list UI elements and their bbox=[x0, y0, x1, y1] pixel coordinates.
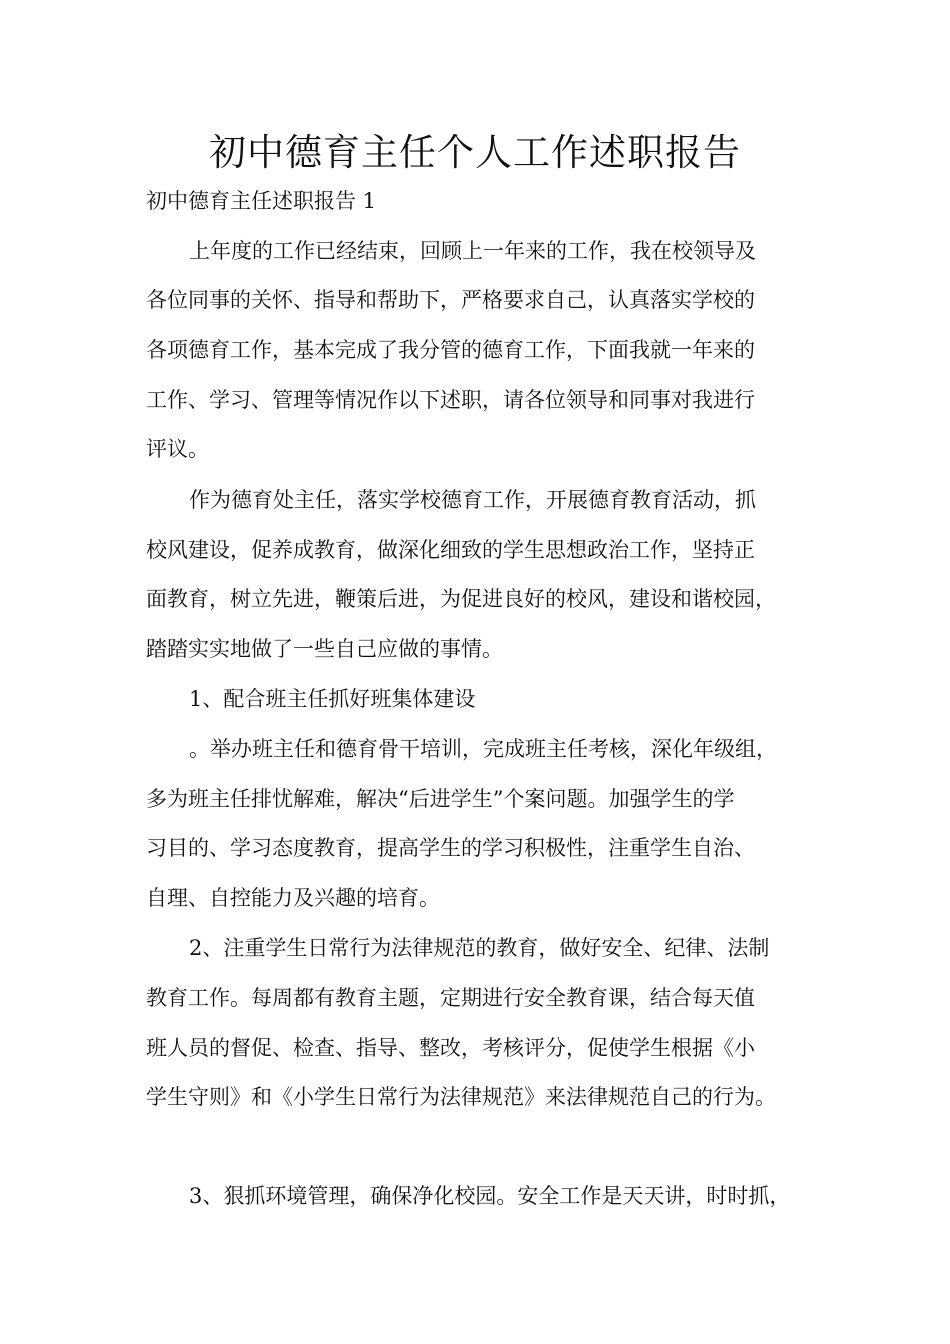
paragraph-line: 踏踏实实地做了一些自己应做的事情。 bbox=[146, 637, 503, 661]
paragraph-line: 2、注重学生日常行为法律规范的教育，做好安全、纪律、法制 bbox=[189, 936, 770, 960]
document-subtitle: 初中德育主任述职报告 1 bbox=[146, 189, 377, 213]
paragraph-line: 各位同事的关怀、指导和帮助下，严格要求自己，认真落实学校的 bbox=[146, 288, 755, 312]
paragraph-line: 评议。 bbox=[146, 437, 209, 461]
paragraph-line: 3、狠抓环境管理，确保净化校园。安全工作是天天讲，时时抓， bbox=[189, 1184, 791, 1208]
paragraph-line: 学生守则》和《小学生日常行为法律规范》来法律规范自己的行为。 bbox=[146, 1085, 776, 1109]
paragraph-line: 自理、自控能力及兴趣的培育。 bbox=[146, 886, 440, 910]
paragraph-line: 面教育，树立先进，鞭策后进，为促进良好的校风，建设和谐校园， bbox=[146, 587, 776, 611]
paragraph-line: 班人员的督促、检查、指导、整改，考核评分，促使学生根据《小 bbox=[146, 1036, 755, 1060]
section-heading: 1、配合班主任抓好班集体建设 bbox=[189, 687, 476, 711]
paragraph-line: 上年度的工作已经结束，回顾上一年来的工作，我在校领导及 bbox=[189, 239, 756, 263]
paragraph-line: 。举办班主任和德育骨干培训，完成班主任考核，深化年级组， bbox=[189, 737, 777, 761]
paragraph-line: 作为德育处主任，落实学校德育工作，开展德育教育活动，抓 bbox=[189, 488, 756, 512]
paragraph-line: 教育工作。每周都有教育主题，定期进行安全教育课，结合每天值 bbox=[146, 986, 755, 1010]
paragraph-line: 校风建设，促养成教育，做深化细致的学生思想政治工作，坚持正 bbox=[146, 538, 755, 562]
paragraph-line: 习目的、学习态度教育，提高学生的学习积极性，注重学生自治、 bbox=[146, 836, 755, 860]
paragraph-line: 各项德育工作，基本完成了我分管的德育工作，下面我就一年来的 bbox=[146, 338, 755, 362]
paragraph-line: 工作、学习、管理等情况作以下述职，请各位领导和同事对我进行 bbox=[146, 388, 755, 412]
document-title: 初中德育主任个人工作述职报告 bbox=[209, 131, 741, 174]
paragraph-line: 多为班主任排忧解难，解决“后进学生”个案问题。加强学生的学 bbox=[146, 787, 735, 811]
